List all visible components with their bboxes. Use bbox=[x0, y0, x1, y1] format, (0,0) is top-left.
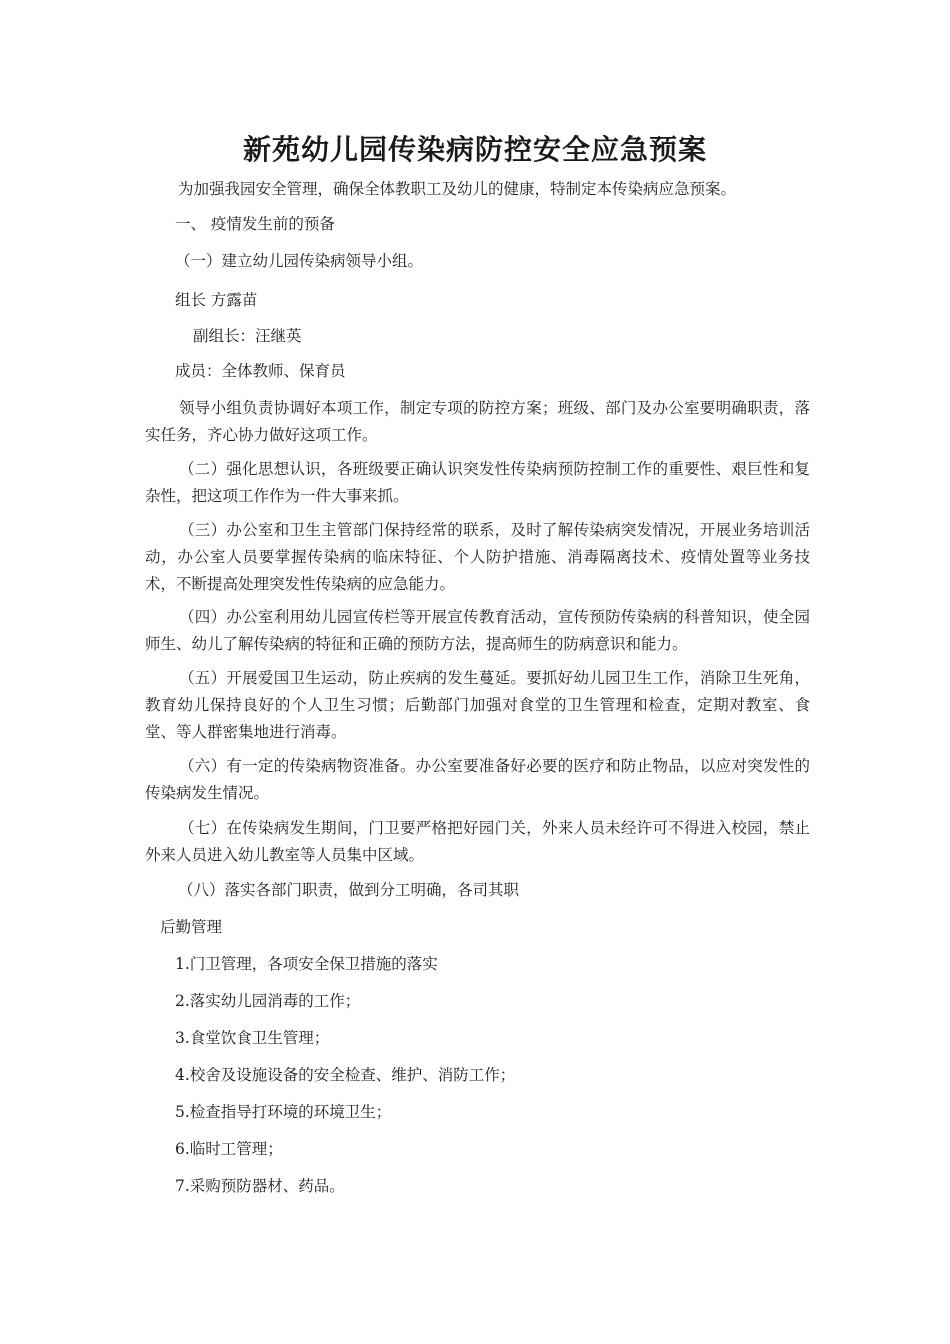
document-title: 新苑幼儿园传染病防控安全应急预案 bbox=[242, 133, 707, 166]
logistics-item: 1.门卫管理，各项安全保卫措施的落实 bbox=[175, 955, 438, 973]
intro-paragraph: 为加强我园安全管理，确保全体教职工及幼儿的健康，特制定本传染病应急预案。 bbox=[178, 180, 737, 198]
deputy-group-leader: 副组长：汪继英 bbox=[193, 327, 302, 345]
leadership-duty-paragraph: 领导小组负责协调好本项工作，制定专项的防控方案；班级、部门及办公室要明确职责，落实任务，齐心协力做好这项工作。 bbox=[145, 399, 810, 444]
item-4-paragraph: （四）办公室利用幼儿园宣传栏等开展宣传教育活动，宣传预防传染病的科普知识，使全园师生、幼儿了解传染病的特征和正确的预防方法，提高师生的防病意识和能力。 bbox=[145, 608, 810, 653]
logistics-item: 5.检查指导打环境的环境卫生； bbox=[175, 1103, 392, 1121]
item-3-paragraph: （三）办公室和卫生主管部门保持经常的联系，及时了解传染病突发情况，开展业务培训活动，办公室人员要掌握传染病的临床特征、个人防护措施、消毒隔离技术、疫情处置等业务技术，不断提高处理突发性传染病的应急能力。 bbox=[145, 521, 810, 593]
item-2-paragraph: （二）强化思想认识，各班级要正确认识突发性传染病预防控制工作的重要性、艰巨性和复杂性，把这项工作作为一件大事来抓。 bbox=[145, 460, 810, 505]
item-8-paragraph: （八）落实各部门职责，做到分工明确，各司其职 bbox=[178, 881, 520, 899]
group-leader: 组长 方露苗 bbox=[175, 291, 258, 309]
logistics-item: 3.食堂饮食卫生管理； bbox=[175, 1029, 330, 1047]
logistics-item: 4.校舍及设施设备的安全检查、维护、消防工作； bbox=[175, 1066, 516, 1084]
logistics-item: 6.临时工管理； bbox=[175, 1140, 283, 1158]
logistics-item: 7.采购预防器材、药品。 bbox=[175, 1177, 345, 1195]
item-1-leadership-group: （一）建立幼儿园传染病领导小组。 bbox=[175, 252, 424, 270]
group-members: 成员：全体教师、保育员 bbox=[175, 362, 346, 380]
item-7-paragraph: （七）在传染病发生期间，门卫要严格把好园门关，外来人员未经许可不得进入校园，禁止外来人员进入幼儿教室等人员集中区域。 bbox=[145, 819, 810, 864]
section-heading-preparation: 一、 疫情发生前的预备 bbox=[175, 215, 335, 233]
logistics-heading: 后勤管理 bbox=[160, 918, 223, 936]
logistics-item: 2.落实幼儿园消毒的工作； bbox=[175, 992, 361, 1010]
item-5-paragraph: （五）开展爱国卫生运动，防止疾病的发生蔓延。要抓好幼儿园卫生工作，消除卫生死角，教育幼儿保持良好的个人卫生习惯；后勤部门加强对食堂的卫生管理和检查，定期对教室、食堂、等人群密集地进行消毒。 bbox=[145, 669, 810, 741]
item-6-paragraph: （六）有一定的传染病物资准备。办公室要准备好必要的医疗和防止物品，以应对突发性的传染病发生情况。 bbox=[145, 757, 810, 802]
